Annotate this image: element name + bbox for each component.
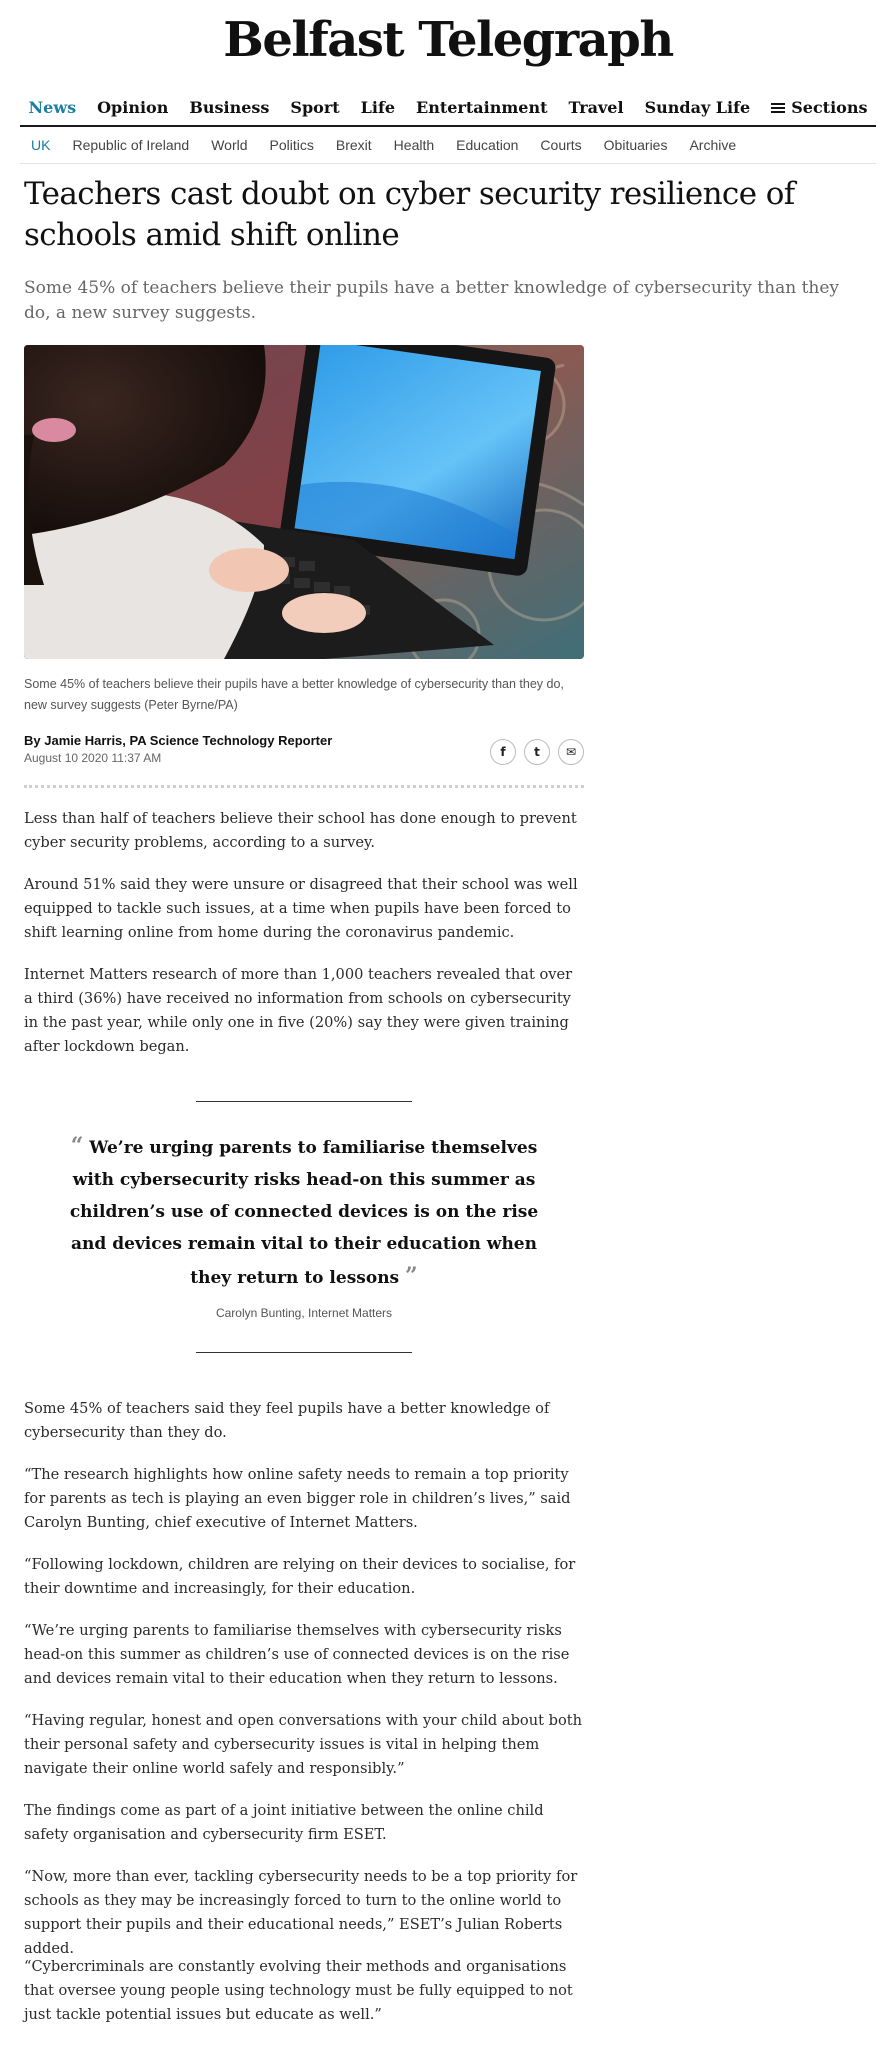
sub-nav-uk[interactable]: UK [31, 137, 51, 153]
byline[interactable]: By Jamie Harris, PA Science Technology Reporter [24, 733, 333, 748]
body-paragraph: “Now, more than ever, tackling cybersecurity needs to be a top priority for schools as they may be increasingly forced to turn to the online world to support their pupils and their educational needs,” ESET’s Julian Roberts added. [24, 1868, 578, 1957]
twitter-share-icon[interactable]: t [524, 739, 550, 765]
close-quote-mark: ” [405, 1263, 418, 1289]
body-paragraph: Around 51% said they were unsure or disagreed that their school was well equipped to tackle such issues, at a time when pupils have been forced to shift learning online from home during the coronavirus pandemic. [24, 876, 578, 941]
main-nav [20, 90, 876, 127]
body-paragraph: “The research highlights how online safety needs to remain a top priority for parents as tech is playing an even bigger role in children’s lives,” said Carolyn Bunting, chief executive of Internet Matters. [24, 1466, 571, 1531]
body-paragraph: Less than half of teachers believe their school has done enough to prevent cyber security problems, according to a survey. [24, 810, 577, 851]
sub-nav-republic-of-ireland[interactable]: Republic of Ireland [72, 137, 190, 153]
sections-label: Sections [791, 98, 868, 117]
quote-divider-top [196, 1101, 412, 1102]
share-buttons [490, 739, 584, 765]
article-standfirst: Some 45% of teachers believe their pupils have a better knowledge of cybersecurity than they do, a new survey suggests. [24, 278, 840, 323]
body-paragraph: “Cybercriminals are constantly evolving their methods and organisations that oversee young people using technology must be fully equipped to not just tackle potential issues but educate as well.” [24, 1958, 573, 2023]
body-paragraph: Internet Matters research of more than 1,000 teachers revealed that over a third (36%) have received no information from schools on cybersecurity in the past year, while only one in five (20%) say they were given training after lockdown began. [24, 966, 573, 1055]
sub-nav-world[interactable]: World [211, 137, 248, 153]
sub-nav-obituaries[interactable]: Obituaries [603, 137, 668, 153]
main-nav-entertainment[interactable]: Entertainment [416, 98, 548, 117]
article-headline: Teachers cast doubt on cyber security resilience of schools amid shift online [24, 176, 795, 253]
image-caption: Some 45% of teachers believe their pupils have a better knowledge of cybersecurity than they do, new survey suggests (Peter Byrne/PA) [24, 677, 564, 712]
main-nav-business[interactable]: Business [189, 98, 270, 117]
main-nav-travel[interactable]: Travel [568, 98, 624, 117]
sub-nav-education[interactable]: Education [456, 137, 519, 153]
email-share-icon[interactable]: ✉ [558, 739, 584, 765]
sub-nav-archive[interactable]: Archive [689, 137, 737, 153]
sub-nav-courts[interactable]: Courts [540, 137, 582, 153]
pull-quote-text: We’re urging parents to familiarise themselves with cybersecurity risks head-on this summer as children’s use of connected devices is on the rise and devices remain vital to their education when they return to lessons [69, 1138, 539, 1288]
body-paragraph: “Following lockdown, children are relying on their devices to socialise, for their downtime and increasingly, for their education. [24, 1556, 576, 1597]
hero-image[interactable] [24, 345, 584, 659]
sections-menu-button[interactable] [771, 98, 867, 117]
pull-quote [64, 1130, 544, 1294]
hamburger-icon [771, 103, 785, 113]
publish-date: August 10 2020 11:37 AM [24, 751, 162, 765]
byline-block [24, 733, 584, 788]
body-paragraph: “Having regular, honest and open conversations with your child about both their personal safety and cybersecurity issues is vital in helping them navigate their online world safely and responsibly.” [24, 1712, 583, 1777]
quote-divider-bottom [196, 1352, 412, 1353]
main-nav-life[interactable]: Life [360, 98, 396, 117]
site-logo[interactable]: Belfast Telegraph [223, 12, 673, 68]
body-paragraph: Some 45% of teachers said they feel pupils have a better knowledge of cybersecurity than they do. [24, 1400, 550, 1441]
body-paragraph: The findings come as part of a joint initiative between the online child safety organisation and cybersecurity firm ESET. [24, 1802, 544, 1843]
main-nav-sunday-life[interactable]: Sunday Life [644, 98, 751, 117]
sub-nav [20, 127, 876, 164]
open-quote-mark: “ [70, 1133, 84, 1159]
child-laptop-illustration [24, 345, 584, 659]
facebook-share-icon[interactable]: f [490, 739, 516, 765]
main-nav-news[interactable]: News [28, 98, 77, 117]
sub-nav-politics[interactable]: Politics [269, 137, 314, 153]
sub-nav-health[interactable]: Health [393, 137, 435, 153]
main-nav-sport[interactable]: Sport [290, 98, 340, 117]
body-paragraph: “We’re urging parents to familiarise themselves with cybersecurity risks head-on this summer as children’s use of connected devices is on the rise and devices remain vital to their education when they return to lessons. [24, 1622, 570, 1687]
sub-nav-brexit[interactable]: Brexit [335, 137, 372, 153]
pull-quote-attribution: Carolyn Bunting, Internet Matters [215, 1306, 393, 1320]
main-nav-opinion[interactable]: Opinion [97, 98, 169, 117]
